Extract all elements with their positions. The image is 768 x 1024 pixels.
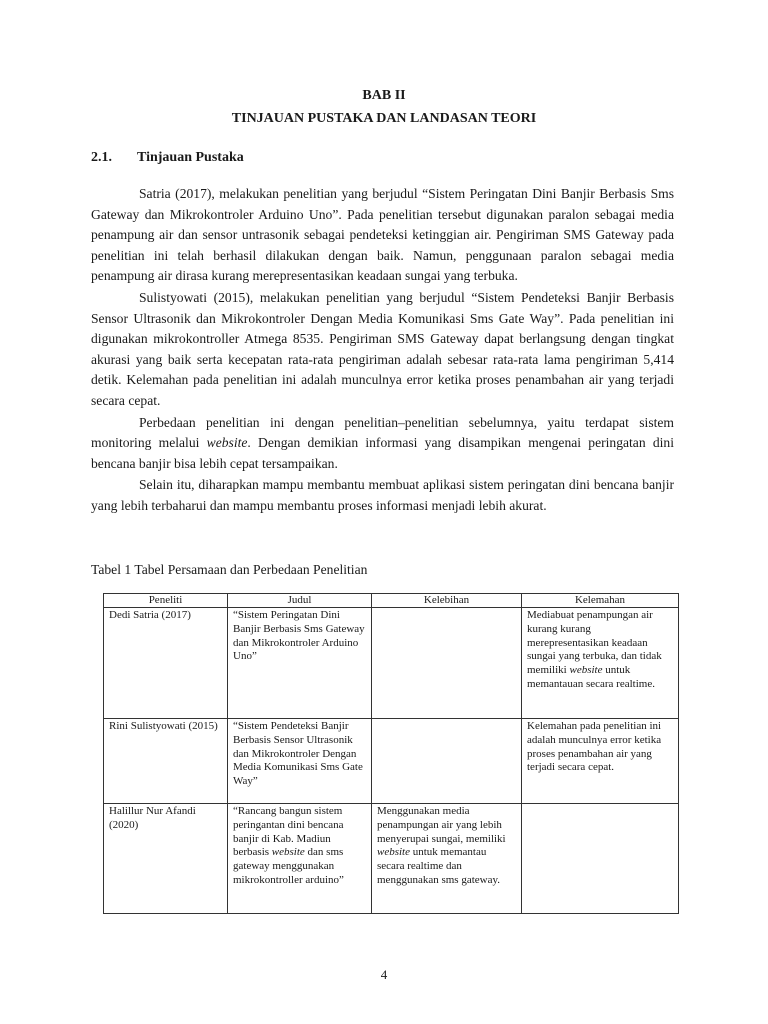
cell-judul: “Sistem Peringatan Dini Banjir Berbasis Sms Gateway dan Mikrokontroler Arduino Uno” <box>228 608 372 719</box>
header-peneliti: Peneliti <box>104 594 228 608</box>
cell-peneliti: Dedi Satria (2017) <box>104 608 228 719</box>
header-kelebihan: Kelebihan <box>372 594 522 608</box>
paragraph-1: Satria (2017), melakukan penelitian yang berjudul “Sistem Peringatan Dini Banjir Berbasis Sms Gateway dan Mikrokontroler Arduino Uno”. Pada penelitian tersebut digunakan paralon sebagai media penampung air dan sensor untrasonik sebagai pendeteksi ketinggian air. Pengiriman SMS Gateway pada penelitian ini telah berhasil dilakukan dengan baik. Namun, penggunaan paralon sebagai media penampung air dirasa kurang merepresentasikan keadaan sungai yang terbuka. <box>91 186 674 284</box>
cell-kelemahan: Mediabuat penampungan air kurang kurang merepresentasikan keadaan sungai yang terbuka, dan tidak memiliki website untuk memantauan secara realtime. <box>522 608 679 719</box>
cell-kelebihan <box>372 608 522 719</box>
table-row <box>104 804 679 914</box>
chapter-title: TINJAUAN PUSTAKA DAN LANDASAN TEORI <box>231 111 537 126</box>
cell-judul: “Rancang bangun sistem peringantan dini bencana banjir di Kab. Madiun berbasis website dan sms gateway menggunakan mikrokontroller arduino” <box>228 804 372 914</box>
table-caption: Tabel 1 Tabel Persamaan dan Perbedaan Penelitian <box>91 562 368 577</box>
header-judul: Judul <box>228 594 372 608</box>
paragraph-4: Selain itu, diharapkan mampu membantu membuat aplikasi sistem peringatan dini bencana banjir yang lebih terbaharui dan mampu membantu proses informasi menjadi lebih akurat. <box>91 477 674 513</box>
comparison-table <box>103 593 679 914</box>
body-text <box>91 184 674 518</box>
cell-kelemahan: Kelemahan pada penelitian ini adalah munculnya error ketika proses penambahan air yang terjadi secara cepat. <box>522 719 679 804</box>
header-kelemahan: Kelemahan <box>522 594 679 608</box>
section-number: 2.1. <box>91 150 112 165</box>
cell-peneliti: Rini Sulistyowati (2015) <box>104 719 228 804</box>
paragraph-3: Perbedaan penelitian ini dengan penelitian–penelitian sebelumnya, yaitu terdapat sistem monitoring melalui website. Dengan demikian informasi yang disampikan mengenai peringatan dini bencana banjir bisa lebih cepat tersampaikan. <box>91 414 675 471</box>
page-number: 4 <box>380 967 388 982</box>
cell-judul: “Sistem Pendeteksi Banjir Berbasis Sensor Ultrasonik dan Mikrokontroler Dengan Media Komunikasi Sms Gate Way” <box>228 719 372 804</box>
cell-kelebihan: Menggunakan media penampungan air yang lebih menyerupai sungai, memiliki website untuk memantau secara realtime dan menggunakan sms gateway. <box>372 804 522 914</box>
chapter-number: BAB II <box>362 88 406 103</box>
table-row <box>104 608 679 719</box>
table-row <box>104 719 679 804</box>
website-term: website <box>206 435 248 451</box>
table-header-row <box>104 594 679 608</box>
paragraph-2: Sulistyowati (2015), melakukan penelitian yang berjudul “Sistem Pendeteksi Banjir Berbasis Sensor Ultrasonik dan Mikrokontroler Dengan Media Komunikasi Sms Gate Way”. Pada penelitian ini digunakan mikrokontroller Atmega 8535. Pengiriman SMS Gateway dapat berlangsung dengan tingkat akurasi yang baik serta kecepatan rata-rata pengiriman adalah sebesar rata-rata lama pengiriman 5,414 detik. Kelemahan pada penelitian ini adalah munculnya error ketika proses penambahan air yang terjadi secara cepat. <box>91 289 674 408</box>
cell-kelemahan <box>522 804 679 914</box>
cell-peneliti: Halillur Nur Afandi (2020) <box>104 804 228 914</box>
section-heading <box>91 150 244 166</box>
cell-kelebihan <box>372 719 522 804</box>
section-title: Tinjauan Pustaka <box>137 150 244 165</box>
